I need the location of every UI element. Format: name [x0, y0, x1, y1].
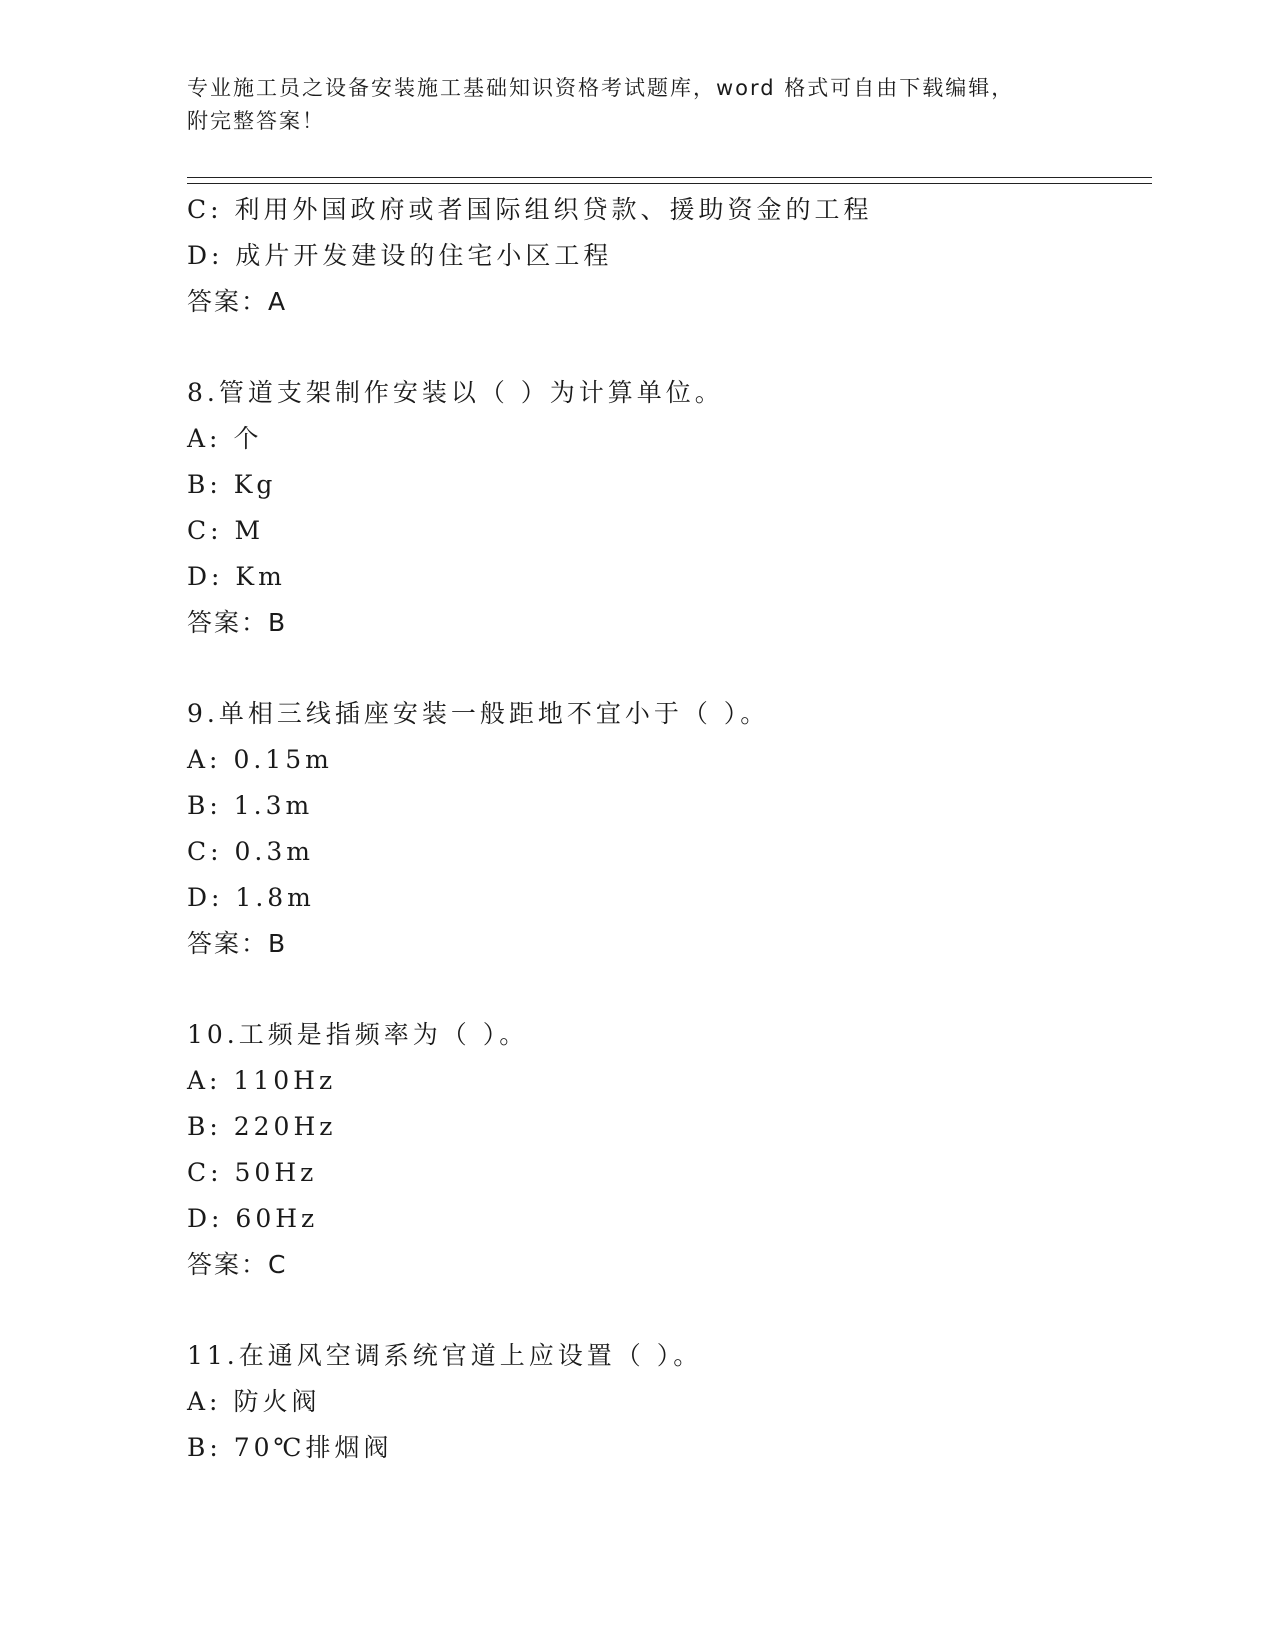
option-letter: A:	[187, 745, 222, 774]
option-letter: C:	[187, 516, 223, 545]
option-a	[187, 1058, 1147, 1104]
question-stem: 9.单相三线插座安装一般距地不宜小于（ ）。	[187, 699, 770, 728]
option-letter: B:	[187, 791, 222, 820]
question-stem: 8.管道支架制作安装以（ ）为计算单位。	[187, 378, 724, 407]
option-b	[187, 462, 1147, 508]
option-text: 70℃排烟阀	[233, 1433, 393, 1462]
option-letter: B:	[187, 470, 222, 499]
page-header	[187, 72, 1087, 138]
option-text: 1.3m	[233, 791, 314, 820]
header-divider-top	[187, 177, 1152, 178]
option-d	[187, 875, 1147, 921]
question-10	[187, 1012, 1147, 1288]
option-letter: C:	[187, 195, 223, 224]
option-b	[187, 1425, 1147, 1471]
option-d	[187, 554, 1147, 600]
option-c	[187, 829, 1147, 875]
option-letter: B:	[187, 1433, 222, 1462]
option-text: 1.8m	[235, 883, 315, 912]
option-text: M	[234, 516, 265, 545]
question-8	[187, 370, 1147, 646]
option-letter: A:	[187, 1066, 222, 1095]
option-text: Kg	[233, 470, 277, 499]
option-letter: B:	[187, 1112, 222, 1141]
option-text: 0.3m	[234, 837, 314, 866]
option-letter: C:	[187, 1158, 223, 1187]
option-text: Km	[235, 562, 286, 591]
option-d	[187, 1196, 1147, 1242]
option-text: 0.15m	[233, 745, 333, 774]
header-line-2: 附完整答案！	[187, 109, 325, 133]
option-b	[187, 1104, 1147, 1150]
header-divider-bottom	[187, 183, 1152, 184]
option-text: 220Hz	[233, 1112, 337, 1141]
header-line-1: 专业施工员之设备安装施工基础知识资格考试题库，word 格式可自由下载编辑，	[187, 76, 1015, 100]
option-letter: A:	[187, 1387, 222, 1416]
option-text: 个	[233, 424, 263, 453]
option-text: 利用外国政府或者国际组织贷款、援助资金的工程	[234, 195, 873, 224]
option-letter: D:	[187, 241, 224, 270]
question-7-continued	[187, 187, 1147, 325]
option-text: 成片开发建设的住宅小区工程	[235, 241, 613, 270]
option-letter: D:	[187, 562, 224, 591]
option-c	[187, 1150, 1147, 1196]
option-text: 60Hz	[235, 1204, 319, 1233]
answer-line: 答案：B	[187, 929, 288, 958]
option-d	[187, 233, 1147, 279]
answer-line: 答案：A	[187, 287, 288, 316]
question-11	[187, 1333, 1147, 1471]
option-c	[187, 508, 1147, 554]
option-a	[187, 416, 1147, 462]
option-c	[187, 187, 1147, 233]
option-letter: D:	[187, 1204, 224, 1233]
option-letter: C:	[187, 837, 223, 866]
answer-line: 答案：B	[187, 608, 288, 637]
option-a	[187, 737, 1147, 783]
option-a	[187, 1379, 1147, 1425]
option-letter: D:	[187, 883, 224, 912]
question-stem: 11.在通风空调系统官道上应设置（ ）。	[187, 1341, 703, 1370]
option-text: 110Hz	[233, 1066, 337, 1095]
question-9	[187, 691, 1147, 967]
option-text: 防火阀	[233, 1387, 321, 1416]
option-b	[187, 783, 1147, 829]
question-stem: 10.工频是指频率为（ ）。	[187, 1020, 529, 1049]
option-letter: A:	[187, 424, 222, 453]
answer-line: 答案：C	[187, 1250, 288, 1279]
question-list	[187, 187, 1147, 1471]
option-text: 50Hz	[234, 1158, 318, 1187]
